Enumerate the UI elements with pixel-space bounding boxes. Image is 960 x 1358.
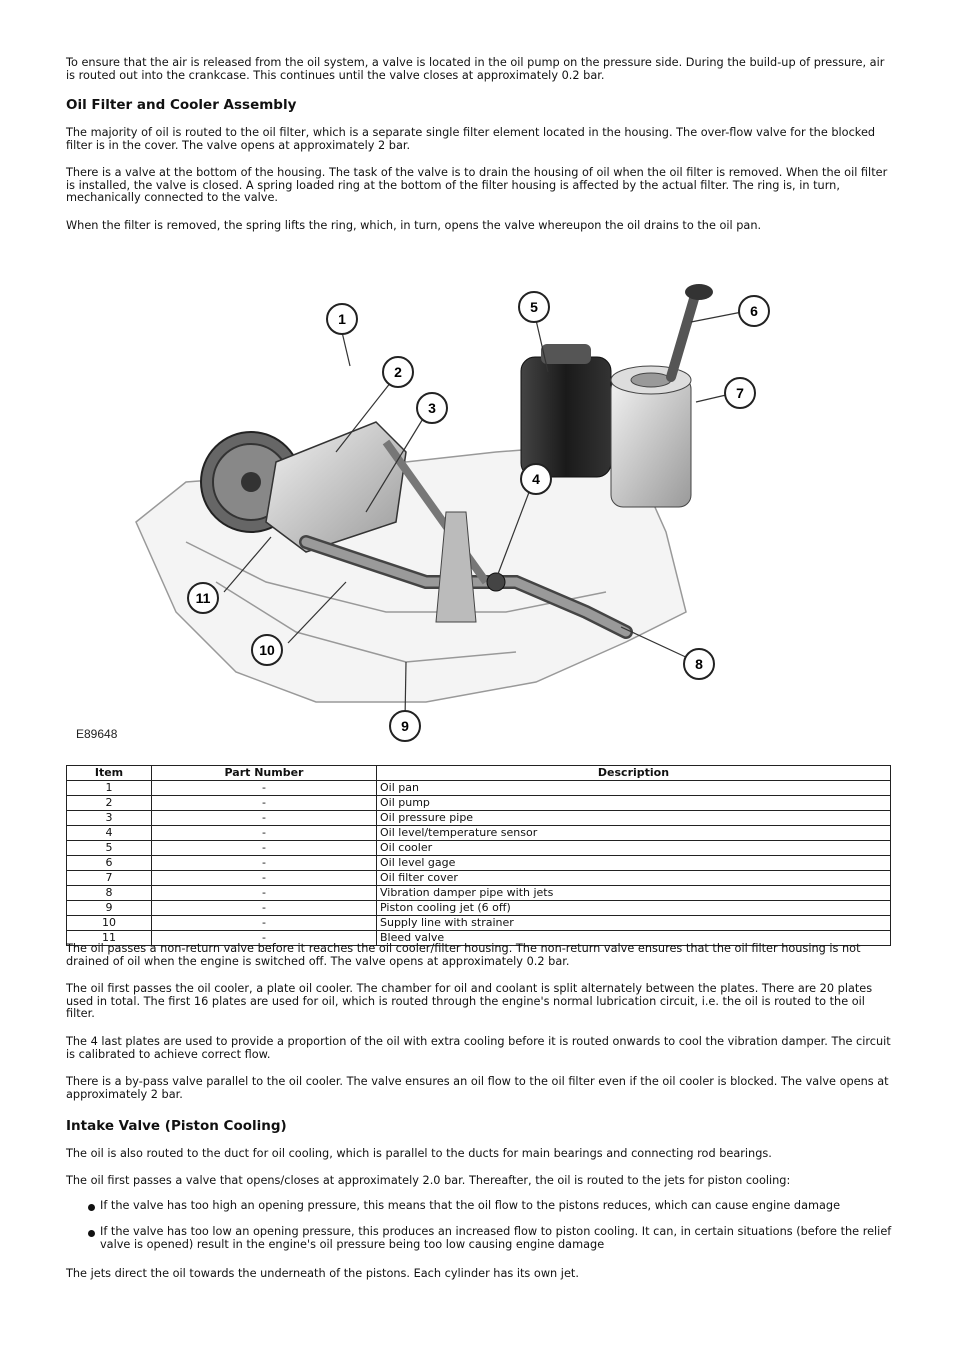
engine-oil-system-illustration [66,282,896,742]
paragraph: The oil first passes a valve that opens/closes at approximately 2.0 bar. Thereafter, the oil is routed to the jets for piston cooling: [66,1174,791,1187]
description-cell: Oil filter cover [377,871,891,886]
item-cell: 2 [67,796,152,811]
oil-level-temperature-sensor [487,573,505,591]
table-row [67,886,891,901]
svg-text:7: 7 [736,385,744,401]
table-row [67,781,891,796]
paragraph: The majority of oil is routed to the oil filter, which is a separate single filter element located in the housing. The over-flow valve for the blocked filter is in the cover. The valve opens at approximately 2 bar. [66,126,876,152]
callout-9 [390,711,420,741]
description-cell: Oil level/temperature sensor [377,826,891,841]
callout-2 [383,357,413,387]
svg-text:8: 8 [695,656,703,672]
item-cell: 8 [67,886,152,901]
item-cell: 9 [67,901,152,916]
oil-system-drawing [66,282,896,742]
callout-6 [739,296,769,326]
column-header-item: Item [67,766,152,781]
part-number-cell: - [152,856,377,871]
item-cell: 3 [67,811,152,826]
svg-text:6: 6 [750,303,758,319]
svg-text:11: 11 [195,590,211,606]
bullet-icon [88,1230,95,1237]
bullet-icon [88,1204,95,1211]
paragraph: The oil passes a non-return valve before it reaches the oil cooler/filter housing. The non-return valve ensures that the oil filter housing is not drained of oil when the engine is switched off. The valve opens at approximately 0.2 bar. [66,942,861,968]
description-cell: Oil level gage [377,856,891,871]
column-header-description: Description [377,766,891,781]
callout-11 [188,583,218,613]
item-cell: 7 [67,871,152,886]
item-cell: 4 [67,826,152,841]
item-cell: 6 [67,856,152,871]
callout-7 [725,378,755,408]
paragraph: There is a by-pass valve parallel to the oil cooler. The valve ensures an oil flow to the oil filter even if the oil cooler is blocked. The valve opens at approximately 2 bar. [66,1075,889,1101]
part-number-cell: - [152,781,377,796]
table-header-row [67,766,891,781]
table-row [67,871,891,886]
svg-text:2: 2 [394,364,402,380]
callout-4 [521,464,551,494]
description-cell: Vibration damper pipe with jets [377,886,891,901]
part-number-cell: - [152,841,377,856]
callout-8 [684,649,714,679]
figure-id-label: E89648 [76,727,118,741]
paragraph: The oil first passes the oil cooler, a plate oil cooler. The chamber for oil and coolant is split alternately between the plates. There are 20 plates used in total. The first 16 plates are used for oil, which is routed through the engine's normal lubrication circuit, i.e. the oil is routed to the oil filter. [66,982,873,1021]
callout-10 [252,635,282,665]
section-heading-intake-valve: Intake Valve (Piston Cooling) [66,1118,287,1134]
table-row [67,901,891,916]
part-number-cell: - [152,886,377,901]
part-number-cell: - [152,826,377,841]
item-cell: 10 [67,916,152,931]
table-row [67,916,891,931]
part-number-cell: - [152,796,377,811]
callout-5 [519,292,549,322]
item-cell: 11 [67,931,152,946]
table-row [67,841,891,856]
description-cell: Oil pan [377,781,891,796]
table-row [67,826,891,841]
column-header-part-number: Part Number [152,766,377,781]
description-cell: Piston cooling jet (6 off) [377,901,891,916]
paragraph: The oil is also routed to the duct for oil cooling, which is parallel to the ducts for main bearings and connecting rod bearings. [66,1147,772,1160]
bullet-item: If the valve has too high an opening pressure, this means that the oil flow to the pistons reduces, which can cause engine damage [100,1199,841,1212]
item-cell: 1 [67,781,152,796]
table-row [67,811,891,826]
svg-text:3: 3 [428,400,436,416]
intro-paragraph: To ensure that the air is released from the oil system, a valve is located in the oil pump on the pressure side. During the build-up of pressure, air is routed out into the crankcase. This continues until the valve closes at approximately 0.2 bar. [66,56,885,82]
callout-1 [327,304,357,334]
bullet-item: If the valve has too low an opening pressure, this produces an increased flow to piston cooling. It can, in certain situations (before the relief valve is opened) result in the engine's oil pressure being too low causing engine damage [100,1225,892,1251]
table-row [67,796,891,811]
description-cell: Supply line with strainer [377,916,891,931]
description-cell: Oil cooler [377,841,891,856]
svg-text:1: 1 [338,311,346,327]
paragraph: There is a valve at the bottom of the housing. The task of the valve is to drain the housing of oil when the oil filter is removed. When the oil filter is installed, the valve is closed. A spring loaded ring at the bottom of the filter housing is affected by the actual filter. The ring is, in turn, mechanically connected to the valve. [66,166,888,205]
paragraph: The 4 last plates are used to provide a proportion of the oil with extra cooling before it is routed onwards to cool the vibration damper. The circuit is calibrated to achieve correct flow. [66,1035,891,1061]
oil-cooler [521,344,611,477]
callout-3 [417,393,447,423]
svg-text:4: 4 [532,471,540,487]
table-row [67,856,891,871]
svg-text:5: 5 [530,299,538,315]
part-number-cell: - [152,901,377,916]
part-number-cell: - [152,916,377,931]
description-cell: Bleed valve [377,931,891,946]
svg-text:9: 9 [401,718,409,734]
section-heading-oil-filter: Oil Filter and Cooler Assembly [66,97,297,113]
part-number-cell: - [152,931,377,946]
svg-text:10: 10 [259,642,275,658]
closing-paragraph: The jets direct the oil towards the underneath of the pistons. Each cylinder has its own jet. [66,1267,579,1280]
parts-table-body [67,781,891,946]
part-number-cell: - [152,871,377,886]
parts-table [66,765,891,946]
oil-level-gage [671,292,696,377]
item-cell: 5 [67,841,152,856]
oil-filter-cover [611,366,691,507]
description-cell: Oil pressure pipe [377,811,891,826]
part-number-cell: - [152,811,377,826]
description-cell: Oil pump [377,796,891,811]
paragraph: When the filter is removed, the spring lifts the ring, which, in turn, opens the valve whereupon the oil drains to the oil pan. [66,219,762,232]
